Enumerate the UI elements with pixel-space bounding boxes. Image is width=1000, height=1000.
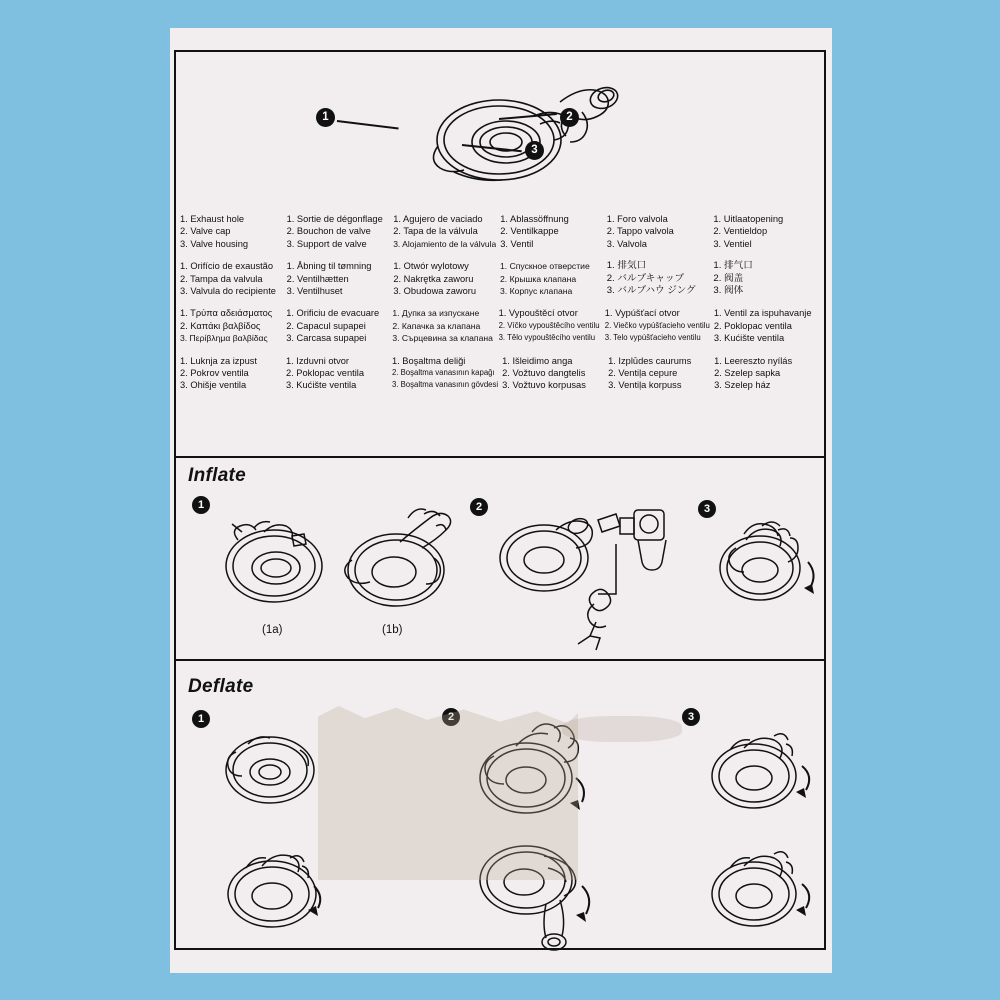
legend-line: 2. バルブキャップ: [606, 272, 685, 284]
legend-line: 1. Exhaust hole: [180, 214, 245, 224]
legend-line: 3. Telo vypúšťacieho ventilu: [604, 333, 701, 343]
legend-col-romanian: [286, 307, 392, 344]
deflate-step-1b-illustration: [218, 838, 338, 944]
legend-line: 2. Ventiļa cepure: [608, 368, 678, 379]
legend-line: 3. Kućište ventila: [285, 380, 357, 391]
legend-line: 3. Сърцевина за клапана: [392, 333, 493, 344]
legend-line: 1. Åbning til tømning: [286, 261, 372, 272]
inflate-step-badge-2: 2: [470, 498, 488, 516]
legend-col-english: [180, 213, 287, 250]
section-title-inflate: Inflate: [188, 465, 247, 486]
legend-line: 1. Išleidimo anga: [502, 355, 573, 366]
legend-line: 1. Sortie de dégonflage: [286, 214, 383, 224]
inflate-step-3-illustration: [716, 506, 826, 624]
legend-line: 1. Orifício de exaustão: [180, 261, 274, 272]
divider-above-deflate: [176, 659, 824, 661]
legend-col-serbian: [286, 355, 392, 392]
legend-col-french: [287, 213, 394, 250]
legend-line: 2. Poklopac ventila: [713, 320, 792, 331]
deflate-step-badge-2: 2: [442, 708, 460, 726]
legend-col-czech: [499, 307, 605, 344]
legend-line: 3. Valvola: [606, 238, 647, 249]
legend-line: 1. Ventil za ispuhavanje: [713, 308, 812, 319]
legend-line: 1. Vypouštěcí otvor: [498, 308, 578, 319]
legend-line: 3. Kućište ventila: [713, 333, 785, 344]
legend-line: 2. Tappo valvola: [606, 226, 674, 237]
legend-line: 3. Valve housing: [180, 238, 249, 249]
legend-col-chinese: [713, 260, 820, 297]
divider-above-inflate: [176, 456, 824, 458]
legend-line: 3. Alojamiento de la válvula: [393, 238, 497, 249]
legend-row: [180, 213, 820, 250]
legend-line: 2. Viečko vypúšťacieho ventilu: [604, 320, 710, 330]
legend-line: 2. 阀盖: [713, 272, 744, 284]
legend-line: 3. Ventilhuset: [286, 286, 343, 297]
legend-line: 3. Szelep ház: [714, 380, 771, 391]
legend-line: 3. Ventiel: [713, 238, 752, 249]
legend-line: 3. Vožtuvo korpusas: [502, 380, 586, 391]
callout-badge-2: 2: [560, 108, 579, 127]
legend-col-greek: [180, 307, 286, 344]
legend-col-latvian: [608, 355, 714, 392]
callout-badge-1: 1: [316, 108, 335, 127]
legend-line: 2. Tapa de la válvula: [393, 226, 478, 237]
legend-line: 1. Vypúšťací otvor: [604, 308, 680, 319]
legend-line: 1. 排气口: [713, 260, 753, 272]
legend-col-slovenian: [180, 355, 286, 392]
legend-row: [180, 260, 820, 297]
legend-line: 2. Tampa da valvula: [180, 273, 263, 284]
legend-line: 2. Καπάκι βαλβίδος: [180, 320, 261, 331]
inflate-step-badge-1: 1: [192, 496, 210, 514]
legend-col-dutch: [713, 213, 820, 250]
legend-line: 3. Boşaltma vanasının gövdesi: [391, 380, 499, 390]
legend-col-japanese: [607, 260, 714, 297]
legend-line: 1. Leereszto nyílás: [714, 355, 793, 366]
inflate-step-1b-illustration: [338, 498, 468, 616]
legend-line: 3. Корпус клапана: [500, 286, 573, 297]
deflate-step-2-illustration: [470, 716, 610, 828]
legend-line: 2. Poklopac ventila: [285, 368, 365, 379]
legend-col-hungarian: [714, 355, 820, 392]
legend-line: 2. Capacul supapei: [286, 320, 366, 331]
legend-col-turkish: [392, 355, 502, 392]
legend-col-portuguese: [180, 260, 287, 297]
callout-badge-3: 3: [525, 141, 544, 160]
deflate-step-badge-3: 3: [682, 708, 700, 726]
deflate-step-2b-illustration: [470, 834, 620, 962]
deflate-step-3b-illustration: [706, 836, 826, 944]
legend-col-slovak: [605, 307, 714, 344]
legend-line: 2. Bouchon de valve: [286, 226, 371, 237]
legend-line: 2. Vožtuvo dangtelis: [502, 368, 586, 379]
callout-leader-1: [337, 120, 399, 129]
inflate-step-2-illustration: [498, 496, 688, 656]
legend-line: 3. Περίβλημα βαλβίδας: [180, 333, 268, 344]
legend-line: 1. Дупка за изпускане: [392, 308, 480, 319]
inflate-caption-1a: (1a): [262, 624, 283, 636]
legend-line: 3. Obudowa zaworu: [393, 286, 477, 297]
legend-table: [180, 213, 820, 402]
legend-line: 3. Ventil: [500, 238, 534, 249]
top-diagram: [174, 50, 826, 210]
legend-line: 1. Orificiu de evacuare: [286, 308, 380, 319]
legend-line: 2. Valve cap: [180, 226, 231, 237]
instruction-sheet: [170, 28, 832, 973]
legend-line: 1. Boşaltma deliği: [391, 355, 466, 366]
legend-row: [180, 355, 820, 392]
legend-row: [180, 307, 820, 344]
legend-col-lithuanian: [502, 355, 608, 392]
legend-col-italian: [607, 213, 714, 250]
inflate-step-1a-illustration: [216, 506, 336, 616]
legend-line: 3. Ventiļa korpuss: [608, 380, 682, 391]
legend-line: 2. Szelep sapka: [714, 368, 781, 379]
legend-line: 3. 阀体: [713, 285, 744, 297]
legend-line: 1. Спускное отверстие: [500, 261, 590, 272]
legend-line: 3. Ohišje ventila: [180, 380, 247, 391]
valve-assembly-illustration: [414, 72, 674, 192]
legend-line: 1. Ablassöffnung: [500, 214, 569, 224]
legend-line: 2. Ventieldop: [713, 226, 768, 237]
legend-line: 1. Foro valvola: [606, 214, 668, 224]
deflate-step-3-illustration: [706, 718, 826, 826]
legend-line: 2. Капачка за клапана: [392, 320, 481, 331]
legend-line: 2. Pokrov ventila: [180, 368, 249, 379]
legend-line: 1. Luknja za izpust: [180, 355, 258, 366]
legend-line: 1. Τρύπα αδειάσματος: [180, 308, 273, 319]
legend-line: 2. Víčko vypouštěcího ventilu: [498, 320, 600, 330]
legend-line: 1. Izduvni otvor: [285, 355, 350, 366]
legend-line: 3. Support de valve: [286, 238, 367, 249]
legend-col-spanish: [393, 213, 500, 250]
deflate-step-badge-1: 1: [192, 710, 210, 728]
deflate-step-1-illustration: [218, 718, 328, 818]
legend-col-russian: [500, 260, 607, 297]
legend-line: 1. Uitlaatopening: [713, 214, 784, 224]
legend-col-danish: [287, 260, 394, 297]
legend-line: 2. Крышка клапана: [500, 273, 577, 284]
legend-line: 2. Boşaltma vanasının kapağı: [391, 368, 495, 378]
legend-line: 3. Valvula do recipiente: [180, 286, 276, 297]
legend-line: 3. バルブハウ ジング: [606, 285, 696, 297]
legend-line: 1. Agujero de vaciado: [393, 214, 483, 224]
inflate-step-badge-3: 3: [698, 500, 716, 518]
legend-col-croatian: [714, 307, 820, 344]
inflate-caption-1b: (1b): [382, 624, 403, 636]
legend-line: 1. Izplūdes caurums: [608, 355, 692, 366]
legend-line: 1. 排気口: [606, 260, 647, 272]
legend-line: 3. Carcasa supapei: [286, 333, 367, 344]
legend-line: 3. Tělo vypouštěcího ventilu: [498, 333, 596, 343]
legend-line: 2. Ventilkappe: [500, 226, 559, 237]
legend-line: 2. Ventilhætten: [286, 273, 349, 284]
legend-line: 2. Nakrętka zaworu: [393, 273, 474, 284]
legend-col-bulgarian: [392, 307, 498, 344]
section-title-deflate: Deflate: [188, 676, 254, 697]
legend-line: 1. Otwór wylotowy: [393, 261, 469, 272]
legend-col-german: [500, 213, 607, 250]
legend-col-polish: [393, 260, 500, 297]
